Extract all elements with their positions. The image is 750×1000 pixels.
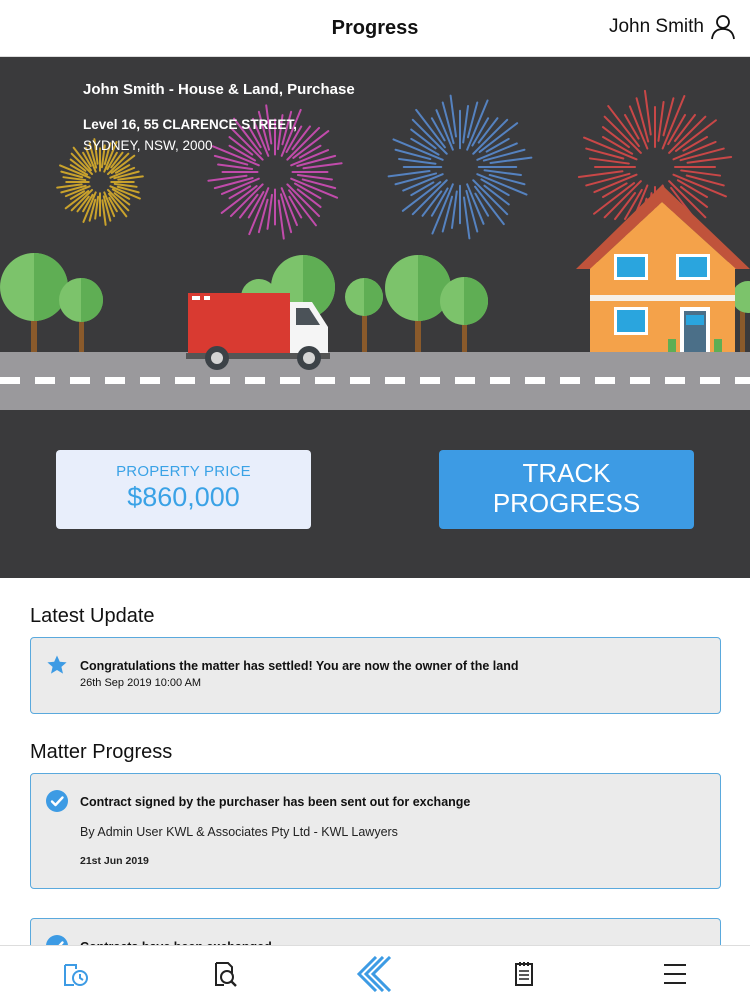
page-title: Progress (331, 17, 419, 39)
nav-documents[interactable] (208, 957, 242, 991)
nav-notes[interactable] (507, 957, 541, 991)
track-button-line-1: TRACK (522, 458, 611, 488)
progress-item-date: 21st Jun 2019 (80, 855, 149, 867)
menu-icon (660, 959, 690, 989)
home-logo-icon (356, 956, 392, 992)
property-price-card (56, 450, 311, 529)
truck (186, 293, 330, 370)
star-icon (46, 654, 68, 676)
document-search-icon (210, 959, 240, 989)
matter-progress-heading: Matter Progress (30, 741, 173, 763)
track-progress-button[interactable] (439, 450, 694, 529)
top-bar (0, 0, 750, 57)
check-circle-icon (46, 790, 68, 812)
progress-item[interactable] (30, 773, 721, 889)
latest-update-timestamp: 26th Sep 2019 10:00 AM (80, 677, 202, 689)
address-line-1: Level 16, 55 CLARENCE STREET, (83, 117, 297, 132)
nav-home[interactable] (356, 957, 392, 991)
matter-title: John Smith - House & Land, Purchase (83, 81, 355, 98)
track-button-line-2: PROGRESS (492, 488, 641, 518)
address-line-2: SYDNEY, NSW, 2000 (83, 138, 213, 153)
nav-timeline[interactable] (58, 957, 92, 991)
progress-item-headline: Contract signed by the purchaser has been sent out for exchange (80, 795, 471, 809)
timeline-icon (60, 959, 90, 989)
bottom-nav (0, 945, 750, 1000)
latest-update-card[interactable] (30, 637, 721, 714)
latest-update-heading: Latest Update (30, 605, 155, 627)
user-icon (710, 14, 736, 40)
notes-icon (509, 959, 539, 989)
property-price-label: PROPERTY PRICE (116, 463, 251, 480)
hero-banner (0, 57, 750, 578)
property-price-value: $860,000 (127, 482, 240, 512)
house (576, 185, 750, 352)
nav-menu[interactable] (658, 957, 692, 991)
user-name: John Smith (608, 16, 704, 37)
progress-item-author: By Admin User KWL & Associates Pty Ltd - KWL Lawyers (80, 825, 398, 839)
latest-update-headline: Congratulations the matter has settled! You are now the owner of the land (80, 659, 519, 673)
user-profile-button[interactable] (609, 14, 736, 40)
